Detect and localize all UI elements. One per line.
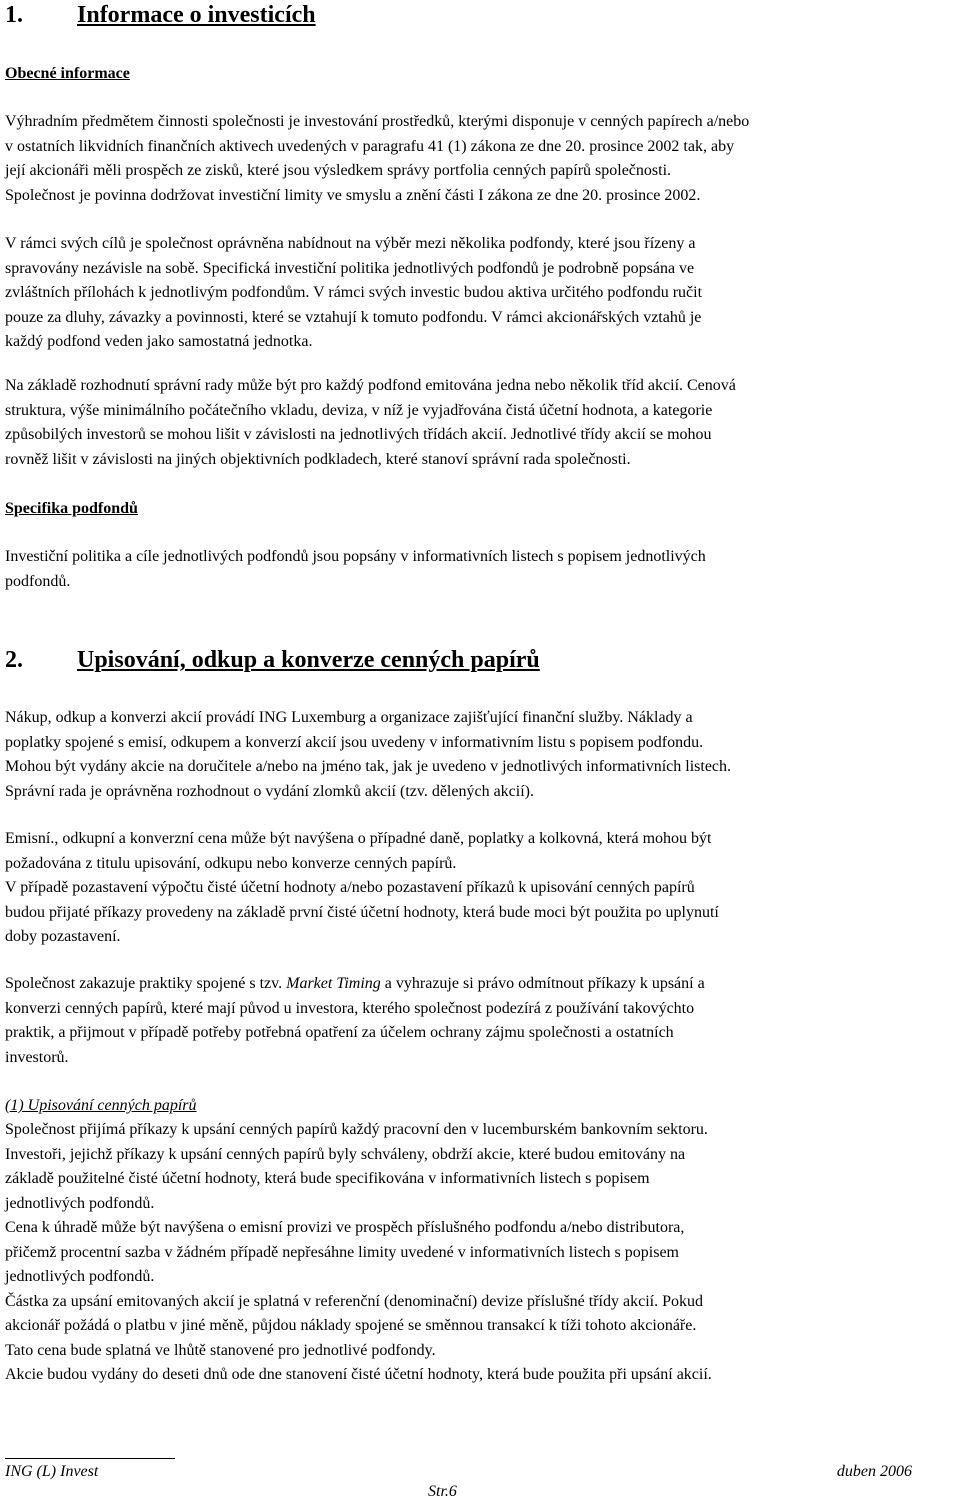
section-2-number: 2.	[5, 647, 23, 673]
footer-divider	[5, 1458, 175, 1459]
text-line: Investiční politika a cíle jednotlivých podfondů jsou popsány v informativních listech s popisem jednotlivých	[5, 548, 706, 565]
text-line: jednotlivých podfondů.	[5, 1194, 155, 1212]
section-1-title: Informace o investicích	[77, 2, 316, 28]
paragraph-subscription-1	[5, 706, 958, 804]
text-line: spravovány nezávisle na sobě. Specifická investiční politika jednotlivých podfondů je podrobně popsána ve	[5, 259, 695, 277]
paragraph-subscription-details	[5, 1118, 958, 1388]
text-line: Emisní., odkupní a konverzní cena může být navýšena o případné daně, poplatky a kolkovná, která mohou být	[5, 830, 712, 847]
text-line: rovněž lišit v závislosti na jiných objektivních podkladech, které stanoví správní rada společnosti.	[5, 450, 631, 468]
text-line: Na základě rozhodnutí správní rady může být pro každý podfond emitována jedna nebo několik tříd akcií. Cenová	[5, 377, 736, 394]
text-line: budou přijaté příkazy provedeny na základě první čisté účetní hodnoty, která bude moci být použita po uplynutí	[5, 903, 719, 921]
text-line: podfondů.	[5, 572, 71, 590]
text-line: Cena k úhradě může být navýšena o emisní provizi ve prospěch příslušného podfondu a/nebo distributora,	[5, 1219, 685, 1236]
general-info-heading: Obecné informace	[5, 65, 130, 82]
paragraph-general-3	[5, 374, 958, 472]
paragraph-general-2	[5, 232, 958, 355]
paragraph-general-1	[5, 110, 958, 208]
text-line	[5, 972, 958, 997]
footer-company: ING (L) Invest	[5, 1463, 99, 1480]
text-line: konverzi cenných papírů, které mají původ u investora, kterého společnost podezírá z používání takovýchto	[5, 999, 695, 1017]
text-line: způsobilých investorů se mohou lišit v závislosti na jednotlivých třídách akcií. Jednotlivé třídy akcií se mohou	[5, 426, 712, 443]
text-line: akcionář požádá o platbu v jiné měně, půjdou náklady spojené se směnnou transakcí k tíži tohoto akcionáře.	[5, 1317, 697, 1334]
paragraph-market-timing	[5, 972, 958, 1070]
text-line: V případě pozastavení výpočtu čisté účetní hodnoty a/nebo pozastavení příkazů k upisování cenných papírů	[5, 879, 695, 896]
text-line: Investoři, jejichž příkazy k upsání cenných papírů byly schváleny, obdrží akcie, které budou emitovány na	[5, 1145, 686, 1163]
subsection-1-heading	[5, 1094, 958, 1119]
section-1-heading	[5, 0, 316, 30]
section-2-heading	[5, 645, 540, 675]
paragraph-subscription-2	[5, 827, 958, 950]
specifics-heading: Specifika podfondů	[5, 500, 138, 517]
text-line: Mohou být vydány akcie na doručitele a/nebo na jméno tak, jak je uvedeno v jednotlivých informativních listech.	[5, 758, 732, 775]
page-number: Str.6	[428, 1483, 457, 1500]
text-line: doby pozastavení.	[5, 928, 121, 945]
text-line: jednotlivých podfondů.	[5, 1268, 155, 1285]
text-line: požadována z titulu upisování, odkupu nebo konverze cenných papírů.	[5, 854, 457, 872]
text-line: praktik, a přijmout v případě potřeby potřebná opatření za účelem ochrany zájmu společnosti a ostatních	[5, 1024, 674, 1041]
text-line: Společnost je povinna dodržovat investiční limity ve smyslu a znění části I zákona ze dne 20. prosince 2002.	[5, 186, 701, 204]
text-line: zvláštních přílohách k jednotlivým podfondům. V rámci svých investic budou aktiva určitého podfondu ručit	[5, 284, 703, 301]
section-1-number: 1.	[5, 2, 23, 28]
section-2-title: Upisování, odkup a konverze cenných papírů	[77, 647, 540, 673]
paragraph-specifics	[5, 545, 958, 594]
text-line: každý podfond veden jako samostatná jednotka.	[5, 333, 313, 350]
subsection-1-title: (1) Upisování cenných papírů	[5, 1097, 197, 1114]
text-line: poplatky spojené s emisí, odkupem a konverzí akcií jsou uvedeny v informativním listu s popisem podfondu.	[5, 733, 704, 751]
text-line: přičemž procentní sazba v žádném případě nepřesáhne limity uvedené v informativních listech s popisem	[5, 1243, 679, 1261]
text-line: Nákup, odkup a konverzi akcií provádí ING Luxemburg a organizace zajišťující finanční služby. Náklady a	[5, 709, 693, 726]
text-line: v ostatních likvidních finančních aktivech uvedených v paragrafu 41 (1) zákona ze dne 20. prosince 2002 tak, aby	[5, 137, 735, 155]
text-line: Tato cena bude splatná ve lhůtě stanovené pro jednotlivé podfondy.	[5, 1341, 436, 1359]
market-timing-term: Market Timing	[286, 975, 381, 992]
text-line: Společnost přijímá příkazy k upsání cenných papírů každý pracovní den v lucemburském bankovním sektoru.	[5, 1121, 708, 1138]
text-line: Akcie budou vydány do deseti dnů ode dne stanovení čisté účetní hodnoty, která bude použita při upsání akcií.	[5, 1366, 712, 1383]
text-line: Výhradním předmětem činnosti společnosti je investování prostředků, kterými disponuje v cenných papírech a/nebo	[5, 113, 750, 130]
text-line: struktura, výše minimálního počátečního vkladu, deviza, v níž je vyjadřována čistá účetní hodnota, a kategorie	[5, 401, 713, 419]
text-line: základě použitelné čisté účetní hodnoty, která bude specifikována v informativních listech s popisem	[5, 1170, 650, 1187]
text-line: V rámci svých cílů je společnost oprávněna nabídnout na výběr mezi několika podfondy, které jsou řízeny a	[5, 235, 696, 252]
text-run: a vyhrazuje si právo odmítnout příkazy k upsání a	[380, 975, 705, 992]
text-line: investorů.	[5, 1048, 69, 1066]
text-line: její akcionáři měli prospěch ze zisků, které jsou výsledkem správy portfolia cenných papírů společnosti.	[5, 162, 672, 179]
text-line: Částka za upsání emitovaných akcií je splatná v referenční (denominační) devize příslušné třídy akcií. Pokud	[5, 1292, 703, 1310]
text-line: pouze za dluhy, závazky a povinnosti, které se vztahují k tomuto podfondu. V rámci akcionářských vztahů je	[5, 308, 702, 326]
footer-date: duben 2006	[836, 1463, 912, 1480]
text-run: Společnost zakazuje praktiky spojené s tzv.	[5, 975, 287, 992]
text-line: Správní rada je oprávněna rozhodnout o vydání zlomků akcií (tzv. dělených akcií).	[5, 782, 534, 800]
